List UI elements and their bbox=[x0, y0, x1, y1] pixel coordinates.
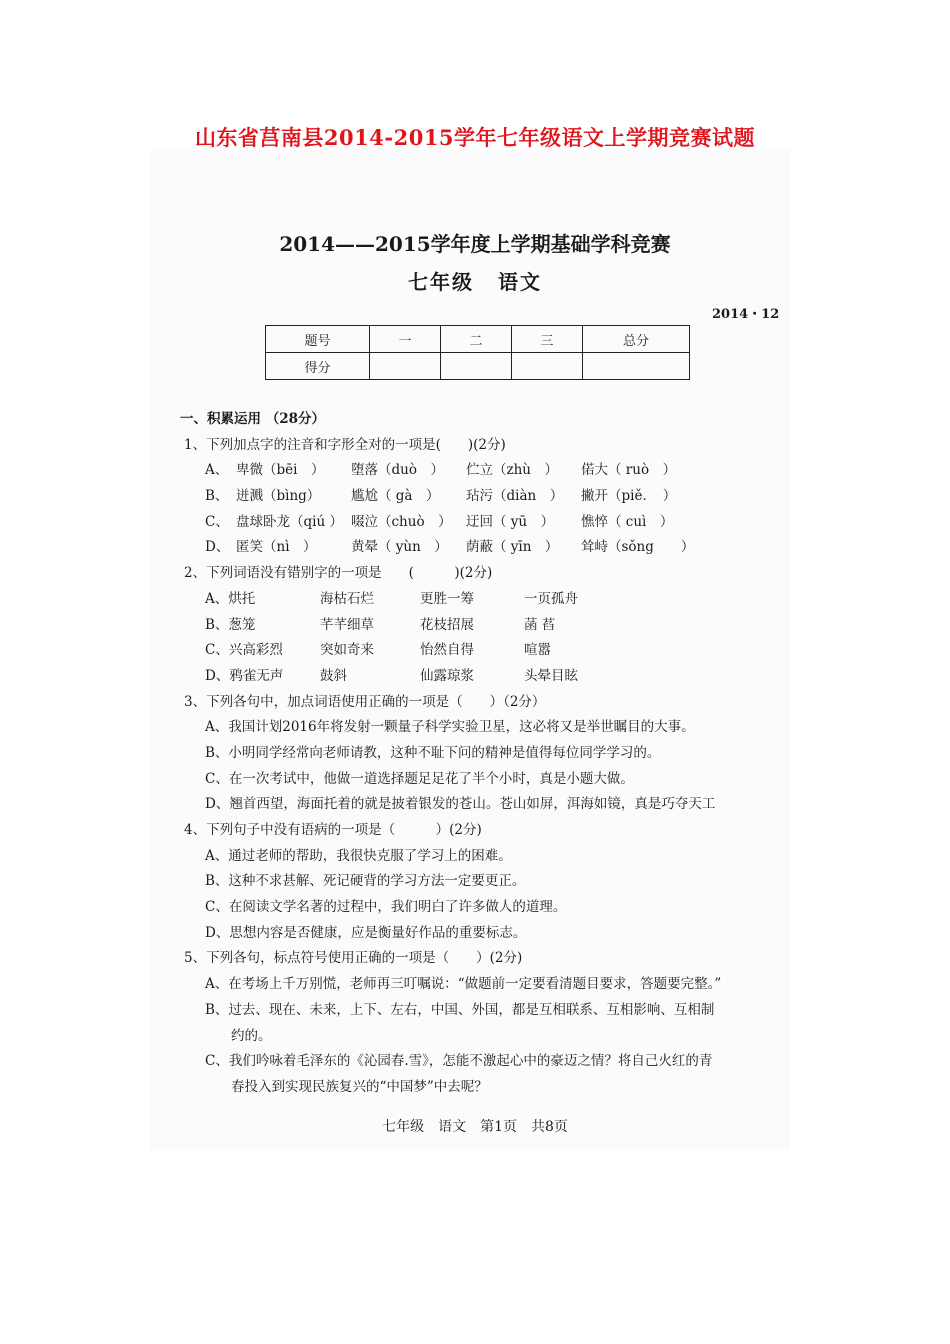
score-cell: 三 bbox=[512, 326, 583, 353]
question-1-option-c bbox=[184, 510, 784, 536]
option-item: 喧嚣 bbox=[524, 642, 551, 659]
question-4-stem: 4、下列句子中没有语病的一项是（ ）(2分) bbox=[184, 822, 482, 838]
exam-subtitle bbox=[0, 266, 950, 295]
question-5-option-c: C、我们吟咏着毛泽东的《沁园春.雪》，怎能不激起心中的豪迈之情？将自己火红的青 bbox=[205, 1053, 713, 1070]
question-4-option-b: B、这种不求甚解、死记硬背的学习方法一定要更正。 bbox=[205, 873, 526, 890]
option-item: 啜泣（chuò ） bbox=[351, 513, 452, 530]
option-item: 突如奇来 bbox=[320, 642, 374, 659]
option-item: 憔悴（ cuì ） bbox=[581, 513, 674, 530]
option-item: 更胜一筹 bbox=[420, 590, 474, 607]
score-cell: 题号 bbox=[266, 326, 370, 353]
option-item: D、鸦雀无声 bbox=[205, 667, 284, 684]
option-item: 玷污（diàn ） bbox=[466, 488, 564, 505]
option-item: 撇开（piě． ） bbox=[581, 488, 677, 505]
question-5-option-c-cont: 春投入到实现民族复兴的“中国梦”中去呢？ bbox=[231, 1078, 488, 1095]
option-item: 伫立（zhù ） bbox=[466, 462, 559, 479]
question-3-stem: 3、下列各句中，加点词语使用正确的一项是（ ）（2分） bbox=[184, 693, 546, 710]
option-item: 荫蔽（ yīn ） bbox=[466, 539, 559, 556]
score-input-cell bbox=[512, 353, 583, 380]
question-2-option-a bbox=[184, 587, 784, 613]
question-4-option-d: D、思想内容是否健康，应是衡量好作品的重要标志。 bbox=[205, 924, 527, 941]
score-cell: 一 bbox=[370, 326, 441, 353]
exam-date: 2014・12 bbox=[712, 307, 780, 322]
option-label: B、 bbox=[205, 488, 229, 505]
question-1-stem: 1、下列加点字的注音和字形全对的一项是( )(2分) bbox=[184, 436, 506, 453]
question-3-option-b: B、小明同学经常向老师请教，这种不耻下问的精神是值得每位同学学习的。 bbox=[205, 744, 661, 761]
question-1-option-b bbox=[184, 484, 784, 510]
question-5-option-b-cont: 约的。 bbox=[231, 1027, 272, 1044]
option-item: 耸峙（sǒng ） bbox=[581, 539, 695, 556]
score-input-cell bbox=[583, 353, 690, 380]
page-footer: 七年级 语文 第1页 共8页 bbox=[382, 1119, 568, 1135]
score-cell: 二 bbox=[441, 326, 512, 353]
question-4-option-a: A、通过老师的帮助，我很快克服了学习上的困难。 bbox=[205, 847, 512, 864]
question-2-option-c bbox=[184, 638, 784, 664]
option-item: 花枝招展 bbox=[420, 616, 474, 633]
option-item: 怡然自得 bbox=[420, 642, 474, 659]
option-item: 偌大（ ruò ） bbox=[581, 462, 677, 479]
option-label: D、 bbox=[205, 539, 230, 556]
grade-label: 七年级 bbox=[408, 270, 474, 294]
option-item: 匿笑（nì ） bbox=[236, 539, 317, 556]
question-5-option-b: B、过去、现在、未来，上下、左右，中国、外国，都是互相联系、互相影响、互相制 bbox=[205, 1001, 715, 1018]
option-item: 芊芊细草 bbox=[320, 616, 374, 633]
question-3-option-a: A、我国计划2016年将发射一颗量子科学实验卫星，这必将又是举世瞩目的大事。 bbox=[205, 719, 695, 736]
question-2-option-d bbox=[184, 664, 784, 690]
option-item: 尴尬（ gà ） bbox=[351, 488, 440, 505]
option-item: 鼓斜 bbox=[320, 667, 347, 684]
score-cell: 得分 bbox=[266, 353, 370, 380]
score-input-cell bbox=[441, 353, 512, 380]
document-title: 山东省莒南县2014-2015学年七年级语文上学期竞赛试题 bbox=[194, 125, 756, 150]
question-4-option-c: C、在阅读文学名著的过程中，我们明白了许多做人的道理。 bbox=[205, 899, 567, 916]
option-item: 盘球卧龙（qiú ） bbox=[236, 513, 343, 530]
score-table-row bbox=[266, 353, 690, 380]
question-3-option-d: D、翘首西望，海面托着的就是披着银发的苍山。苍山如屏，洱海如镜，真是巧夺天工 bbox=[205, 796, 716, 813]
subject-label: 语文 bbox=[498, 270, 542, 294]
question-5-option-a: A、在考场上千万别慌，老师再三叮嘱说：“做题前一定要看清题目要求，答题要完整。” bbox=[205, 976, 722, 993]
score-table-header-row bbox=[266, 326, 690, 353]
question-2-option-b bbox=[184, 613, 784, 639]
question-1-option-d bbox=[184, 535, 784, 561]
option-item: 一页孤舟 bbox=[524, 590, 578, 607]
option-label: C、 bbox=[205, 513, 229, 530]
score-cell: 总分 bbox=[583, 326, 690, 353]
exam-content bbox=[180, 407, 784, 1101]
score-input-cell bbox=[370, 353, 441, 380]
question-1-option-a bbox=[184, 458, 784, 484]
option-item: 头晕目眩 bbox=[524, 667, 578, 684]
option-item: 堕落（duò ） bbox=[351, 462, 444, 479]
question-2-stem: 2、下列词语没有错别字的一项是 ( )(2分) bbox=[184, 565, 493, 582]
option-item: 卑微（bēi ） bbox=[236, 462, 325, 479]
section-heading: 一、积累运用 （28分） bbox=[180, 411, 325, 427]
question-3-option-c: C、在一次考试中，他做一道选择题足足花了半个小时，真是小题大做。 bbox=[205, 770, 634, 787]
option-item: 黄晕（ yùn ） bbox=[351, 539, 448, 556]
option-item: 菡 萏 bbox=[524, 616, 556, 633]
option-item: 迸溅（bìng） bbox=[236, 488, 321, 505]
option-item: A、烘托 bbox=[205, 590, 256, 607]
option-item: 仙露琼浆 bbox=[420, 667, 474, 684]
option-item: B、葱笼 bbox=[205, 616, 256, 633]
question-5-stem: 5、下列各句，标点符号使用正确的一项是（ ）(2分) bbox=[184, 950, 523, 967]
option-item: 海枯石烂 bbox=[320, 590, 374, 607]
exam-title: 2014——2015学年度上学期基础学科竞赛 bbox=[279, 232, 671, 256]
option-item: 迂回（ yū ） bbox=[466, 513, 555, 530]
option-item: C、兴高彩烈 bbox=[205, 642, 283, 659]
option-label: A、 bbox=[205, 462, 229, 479]
score-table bbox=[265, 325, 690, 380]
